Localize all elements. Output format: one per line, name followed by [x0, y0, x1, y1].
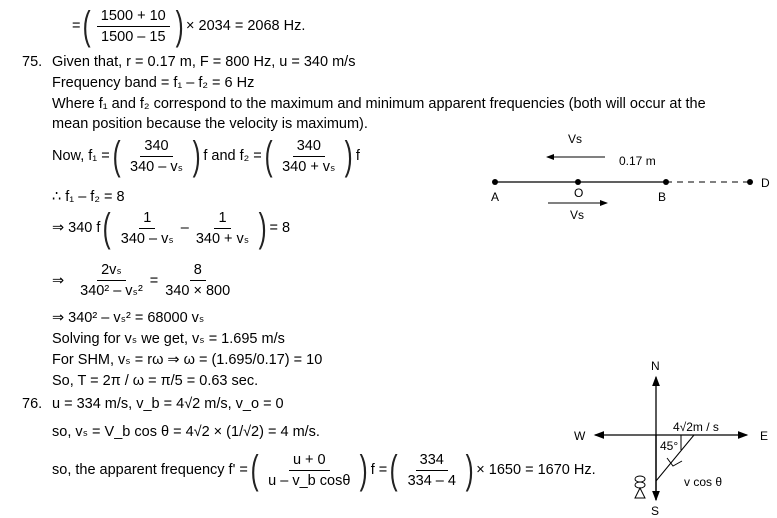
angle-label: 45° [660, 439, 679, 453]
denominator: 340 + vₛ [195, 230, 250, 247]
numerator: 334 [416, 452, 448, 471]
label-s: S [651, 504, 660, 518]
label: f [355, 148, 360, 164]
fraction [76, 262, 147, 299]
numerator: u + 0 [289, 452, 330, 471]
numerator: 8 [190, 262, 206, 281]
vcos-label: v cos θ [684, 475, 723, 489]
numerator: 2vₛ [97, 262, 126, 281]
denominator: 340 – vₛ [120, 230, 174, 247]
numerator: 340 [140, 138, 172, 157]
label-w: W [574, 429, 586, 443]
label-o: O [574, 186, 584, 200]
point-a [492, 179, 498, 185]
step-3: ⇒ 340² – vₛ² = 68000 vₛ [52, 310, 205, 326]
given: Given that, r = 0.17 m, F = 800 Hz, u = 340 m/s [52, 54, 356, 70]
frequency-equations: Now, f₁ = ( $\frac{340}{\text{340 – vₛ}}$ ) f and f₂ = ( $\frac{340}{\text{340 + vₛ}}$ ) f [52, 134, 360, 178]
label-e: E [760, 429, 769, 443]
point-b [663, 179, 669, 185]
minus: – [180, 220, 189, 236]
fraction [161, 262, 234, 299]
apparent-frequency: so, the apparent frequency f' = ( $\frac{u + 0}{\text{u – v\_b cosθ}}$ ) f = ( $\frac{334}{334 - 4}$ ) × 1650 = 1670 Hz. [52, 448, 596, 492]
denominator: u – v_b cosθ [268, 472, 351, 489]
fraction [117, 210, 178, 247]
label-a: A [491, 190, 500, 204]
denominator: 1500 – 15 [101, 28, 166, 45]
label: ⇒ [52, 272, 65, 289]
question-number: 75. [22, 54, 43, 70]
fraction [126, 138, 187, 175]
vs-bottom-label: Vs [570, 208, 585, 222]
label: Now, f₁ = [52, 148, 110, 164]
fraction [404, 452, 460, 489]
label: f and f₂ = [203, 148, 262, 164]
label-b: B [658, 190, 667, 204]
fraction [264, 452, 354, 489]
explanation-1: Where f₁ and f₂ correspond to the maximum and minimum apparent frequencies (both will occur at the [52, 96, 706, 112]
equals: = [149, 272, 159, 289]
numerator: 340 [293, 138, 325, 157]
solving: Solving for vₛ we get, vₛ = 1.695 m/s [52, 331, 285, 347]
observer-icon [635, 476, 645, 498]
period: So, T = 2π / ω = π/5 = 0.63 sec. [52, 373, 259, 389]
result: × 1650 = 1670 Hz. [476, 462, 596, 478]
therefore: ∴ f₁ – f₂ = 8 [52, 189, 125, 205]
equation-top: = ( $\frac{1500 + 10}{1500 - 15}$ ) × 2034 = 2068 Hz. [72, 4, 306, 48]
denominator: 334 – 4 [407, 472, 456, 489]
step-1: ⇒ 340 f ( $\frac{1}{\text{340 – vₛ}}$ – $\frac{1}{\text{340 + vₛ}}$ ) = 8 [52, 206, 291, 250]
fraction [278, 138, 339, 175]
vs-top-label: Vs [568, 132, 583, 146]
denominator: 340 + vₛ [282, 158, 336, 175]
source-velocity: so, vₛ = V_b cos θ = 4√2 × (1/√2) = 4 m/s. [52, 424, 320, 440]
denominator: 340² – vₛ² [80, 283, 143, 299]
question-number: 76. [22, 396, 43, 412]
shm: For SHM, vₛ = rω ⇒ ω = (1.695/0.17) = 10 [52, 352, 323, 368]
label-d: D [761, 176, 770, 190]
label: ⇒ 340 f [52, 220, 101, 236]
numerator: 1 [139, 210, 155, 229]
distance-label: 0.17 m [619, 154, 656, 168]
point-o [575, 179, 581, 185]
fraction [97, 8, 170, 45]
speed-label: 4√2m / s [673, 420, 719, 434]
equals: = [72, 18, 81, 34]
label: = 8 [269, 220, 291, 236]
numerator: 1500 + 10 [97, 8, 170, 27]
label: so, the apparent frequency f' = [52, 462, 248, 478]
band: Frequency band = f₁ – f₂ = 6 Hz [52, 75, 255, 91]
result: × 2034 = 2068 Hz. [186, 18, 306, 34]
step-2 [52, 262, 237, 299]
label: f = [370, 462, 388, 478]
denominator: 340 – vₛ [130, 158, 183, 175]
compass-diagram [560, 355, 777, 518]
label-n: N [651, 359, 660, 373]
numerator: 1 [214, 210, 230, 229]
fraction [192, 210, 253, 247]
shm-diagram [470, 125, 777, 225]
explanation-2: mean position because the velocity is maximum). [52, 116, 368, 132]
denominator: 340 × 800 [165, 283, 231, 299]
point-d [747, 179, 753, 185]
given: u = 334 m/s, v_b = 4√2 m/s, v_o = 0 [52, 396, 284, 412]
